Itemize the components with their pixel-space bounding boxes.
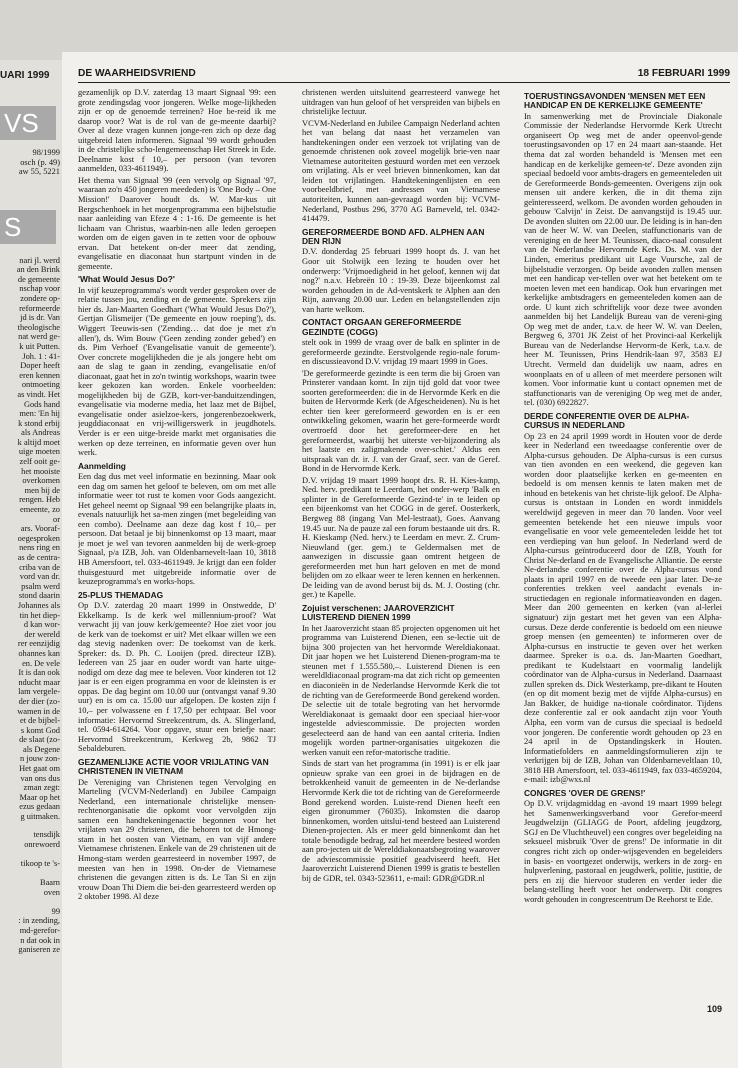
previous-page-text-3: tensdijk onrewoerd tikoop te 's- Baarn oven 99 : in zending, md-gerefor- n dat ook in ganiseren ze <box>18 830 60 955</box>
section-heading: TOERUSTINGSAVONDEN 'MENSEN MET EEN HANDICAP EN DE KERKELIJKE GEMEENTE' <box>524 91 706 111</box>
article-column-3 <box>524 88 722 1028</box>
publication-title: DE WAARHEIDSVRIEND <box>78 68 196 79</box>
section-heading: CONTACT ORGAAN GEREFORMEERDE GEZINDTE (COGG) <box>302 317 462 337</box>
section-heading: GEZAMENLIJKE ACTIE VOOR VRIJLATING VAN CHRISTENEN IN VIETNAM <box>78 756 269 777</box>
article-paragraph: Het thema van Signaal '99 (een vervolg op Signaal '97, waaraan zo'n 450 jongeren meededen) is 'One Body – One Mission!' Daarover houdt ds. W. Mar-kus uit Bergschenhoek in het morgenprogramma een bijbelstudie naar aanleiding van Efeze 4 : 1-16. De gemeente is het lichaam van Christus, waarbin-nen alle leden geroepen worden om de eigen gaven in te zetten voor de opbouw ervan. Dat betekent on-der meer dat zending, evangelisatie en diaconaat hun startpunt vinden in de gemeente. <box>78 174 276 271</box>
article-paragraph: Sinds de start van het programma (in 1991) is er elk jaar opnieuw sprake van een groei in de bijdragen en de betrokkenheid vanuit de gemeenten in de Ne-derlandse Hervormde Kerk die tot de richting van de Gereformeerde Bond gerekend worden. Luiste-rend Dienen heeft een eigen gironummer (76035). Inkomsten die daarop binnenkomen, worden uitslui-tend besteed aan Luisterend Dienen-projecten. Als er meer geld binnenkomt dan het totale benodigde bedrag, zal het meerdere besteed worden aan pro-jecten uit de Werelddiakonaatsbegroting waarover de adviescommissie positief geadviseerd heeft. Het Jaaroverzicht Luisterend Dienen 1999 is gratis te bestellen bij de GDR, tel. 0343-523611, e-mail: GDR@GDR.nl <box>302 758 500 883</box>
article-column-2 <box>302 88 500 1028</box>
page-number: 109 <box>706 1004 722 1014</box>
section-heading: CONGRES 'OVER DE GRENS!' <box>524 787 646 798</box>
article-paragraph: Op 23 en 24 april 1999 wordt in Houten voor de derde keer in Nederland een tweedaagse conferentie over de Alpha-cursus gehouden. De Alpha-cursus is een cursus van tien avonden en een weekend, die gegeven kan worden door plaatselijke kerken en ge-meenten en bedoeld is om mensen kennis te laten maken met de inhoud en betekenis van het christe-lijk geloof. De Alpha-cursus is ontstaan in Londen en wordt inmiddels wereldwijd gegeven in meer dan 70 landen. Voor veel gemeenten betekende het een nieuwe impuls voor evangelisatie en voor vele gemeenteleden leidde het tot een verdieping van hun geloof. In Nederland werd de Alpha-cursus geïntroduceerd door de IZB, Youth for Christ Ne-derland en de Evangelische Alliantie. De eerste Ne-derlandse conferentie over de Alpha-cursus vond plaats in april 1997 en de tweede een jaar later. De-ze conferenties trekken veel aandacht evenals in-structiedagen en regionale informatieavonden en dagen. Meer dan 200 gemeenten en kerken (van al-lerlei signatuur) zijn gestart met het geven van een Alpha-cursus. Deze derde conferentie is bedoeld om een nieuwe groep mensen (en gemeenten) te informeren over de Alpha-cursus en instructie te geven over het werken daarmee. Spreker is o.a. ds. Jan-Maarten Goedhart, predikant te Kudelstaart en voormalig landelijk coördinator van de Alpha-cursus in Nederland. Daarnaast zullen spreken ds. Dick Westerkamp, pre-dikant te Houten (en op dit moment bezig met de vijfde Alpha-cursus) en Jan Bakker, de huidige na-tionale coördinator. Tijdens deze conferentie zal er ook aandacht zijn voor Youth Alpha, een vorm van de cursus die speciaal is bedoeld voor jongeren. De conferentie wordt gehouden op 23 en 24 april in de Opstandingskerk in Houten. Informatiefolders en aanmeldingsformulieren zijn te verkrijgen bij de IZB, Johan van Oldenbarneveltlaan 10, 3818 HB Amersfoort, tel. 033-4611949, fax 033-4659204, e-mail: izb@wxs.nl <box>524 430 722 785</box>
article-paragraph: D.V. vrijdag 19 maart 1999 hoopt drs. R. H. Kies-kamp, Ned. herv. predikant te Leerdam, het onder-werp 'Balk en splinter in de Gereformeerde Gezind-te' in te leiden op een bijeenkomst van het COGG in de geref. Oosterkerk, Bergweg 88 (ingang Van Mel-lestraat), Goes. Aanvang 19.45 uur. Na de pauze zal een forum bestaande uit drs. R. H. Kieskamp (Ned. herv.) te Leerdam en mevr. Z. Crum-Nieuwland (ger. gem.) te Geldermalsen met de aanwezigen in discussie gaan omtrent hetgeen de gereformeerden met hun hart geloven en met de mond belijden om zo elkaar weer te leren kennen en herkennen. De leiding van de avond berust bij ds. M. J. Oosting (chr. ger.) te Kapelle. <box>302 474 500 600</box>
previous-page-text-2: nari jl. werd an den Brink de gemeente nschap voor zondere op- reformeerde jd is dr. Van theologische nat werd ge- k uit Putten. Joh. 1 : 41- Doper heeft eren kennen ontmoeting as vindt. Het Gods hand men: 'En hij k stond erbij als Andreas k altijd moet uige moeten zelf ooit ge- het mooiste overkomen men bij de rengen. Heb emeente, zo or ars. Vooraf- oegesproken nens ring en as de centra- criba van de vord van dr. psalm werd stond daarin Johannes als tin het diep- d kan wor- der wereld rer eenzijdig ohannes kan en. De vele It is dan ook nducht maar lam vergele- der dier (zo- wamen in de et de bijbel- s komt God de slaat (zo- als Degene n jouw zon- Het gaat om van ons dus zman zegt: Maar op het ezus gedaan g uitmaken. <box>16 255 60 822</box>
article-paragraph: D.V. donderdag 25 februari 1999 hoopt ds. J. van het Goor uit Stolwijk een lezing te houden over het onderwerp: 'Vrijmoedigheid in het geloof, kennen wij dat nog?' n.a.v. Hebreën 10 : 19-39. Deze bijeenkomst zal worden gehouden in de Ad-ventskerk te Alphen aan den Rijn, aanvang 20.00 uur. Leden en belangstellenden zijn van harte welkom. <box>302 246 500 314</box>
newspaper-page <box>62 52 738 1068</box>
article-paragraph: In vijf keuzeprogramma's wordt verder gesproken over de relatie tussen jou, zending en de gemeente. Sprekers zijn hier ds. Jan-Maarten Goedhart ('What Would Jesus Do?'), Gertjan Glismeijer ('De gemeente en jouw roeping'), ds. Wiggert Teeuwis-sen ('Zending… dat doe je met z'n allen'), ds. Wim Bouw ('Geen zending zonder gebed') en ds. Pim Verhoef ('Evangelisatie vanuit de gemeente'). Over concrete mogelijkheden die je als jongere hebt om aan de slag te gaan in zending, evangelisatie en/of diaconaat, gaat het in zo'n twintig workshops, waarin twee keer gekozen kan worden. Enkele voorbeelden: mogelijkheden bij de GZB, kort-ver-banduitzendingen, evangelisatie via moderne media, het laaz met de Bijbel, evangelisatie onder asielzoe-kers, jongerenbezoekwerk, jeugddiaconaat en vrij-willigerswerk in jeugdhotels. Verder is er een uitge-breide markt met organisaties die werken op deze terreinen, en informatie geven over hun werk. <box>78 284 276 458</box>
article-paragraph: Op D.V. zaterdag 20 maart 1999 in Onstwedde, D' Ekkelkamp. Is de kerk wel millennium-proof? Wat verwacht jij van jouw kerk/gemeente? Hoe ziet voor jou de kerk van de toekomst er uit? Met elkaar willen we een dag stevig nadenken over: De toekomst van de kerk. Spreker: ds. D. Ph. C. Looijen (pred. directeur IZB). Iedereen van 25 jaar en ouder wordt van harte uitge-nodigd om deze dag mee te beleven. Voor kinderen tot 12 jaar is er een eigen programma en voor de kleinsten is er oppas. De dag begint om 10.00 uur (ontvangst vanaf 9.30 uur) en is om ca. 15.00 uur afgelopen. De kosten zijn f 10,– per volwassene en f 17,50 per echtpaar. Bel voor informatie: Hervormd Streekcentrum, ds. A. Slingerland, tel. 0594-614264. Voor opgave, stuur een briefje naar: Hervormd Streekcentrum, Kerkweg 2b, 9862 TJ Sebaldeburen. <box>78 600 276 754</box>
article-paragraph: 'De gereformeerde gezindte is een term die bij Groen van Prinsterer vandaan komt. In zijn tijd gold dat voor twee soorten gereformeerden: die in de Hervormde Kerk en die buiten de Hervormde Kerk (de Afgescheidenen). Nu is het echter tien keer gereformeerd geworden en is er een ontwikkeling gekomen, waarin het gere-formeerde wordt overtroefd door het gereformeer-dere en het gereformeerdst, waarbij het uiterste ver-bijzondering als het laatste en zaligmakende over-schiet.' Aldus een uitspraak van dr. ir. J. van der Graaf, secr. van de Geref. Bond in de Hervormde Kerk. <box>302 367 500 474</box>
previous-page-box-2: S <box>0 210 56 244</box>
section-heading: DERDE CONFERENTIE OVER DE ALPHA-CURSUS IN NEDERLAND <box>524 410 690 431</box>
article-paragraph: Op D.V. vrijdagmiddag en -avond 19 maart 1999 belegt het Samenwerkingsverband voor Gerefor-meerd Jeugdwelzijn (GLIAGG de Poort, afdeling jeugdzorg, SGJ en De Vluchtheuvel) een congres over begeleiding na seksueel misbruik 'Over de grens!' De informatie in dit congres richt zich op onder-wijsgevenden en begeleiders in basis- en voortgezet onderwijs, werkers in de zorg- en hulpverlening, pastoraal en jeugdwerk, politie, justitie, de pers en zij die hiervoor studeren en verder ieder die belang-stelling heeft voor het onderwerp. Dit congres wordt gehouden in congrescentrum De Reehorst te Ede. <box>524 798 722 904</box>
article-paragraph: VCVM-Nederland en Jubilee Campaign Nederland achten het van belang dat naast het verzamelen van handtekeningen onder een verzoek tot vrijlating van de genoemde christenen ook zoveel mogelijk brie-ven naar Vietnamese autoriteiten gestuurd worden met een verzoek om vrijlating. Als er veel brieven binnenkomen, kan dat leiden tot vrijlatingen. Handtekeningenlijsten en een voorbeeldbrief, met andressen van Vietnamese autoriteiten, kunnen aan-gevraagd worden bij: VCVM-Nederland, Postbus 296, 3770 AG Barneveld, tel. 0342-414479. <box>302 117 500 224</box>
section-heading: GEREFORMEERDE BOND AFD. ALPHEN AAN DEN RIJN <box>302 226 485 247</box>
article-paragraph: In samenwerking met de Provinciale Diakonale Commissie der Nederlandse Hervormde Kerk Utrecht organiseert Op weg met de ander opeenvol-gende toerustingsavonden op 17 en 24 maart aan-staande. Het thema dat zal worden behandeld is 'Mensen met een handicap en de kerkelijke gemeen-te'. Deze avonden zijn speciaal bedoeld voor ambts-dragers en gemeenteleden uit de Gereformeerde Bonds-gemeenten. Overigens zijn ook mensen uit andere kerken, die in dit thema zijn geïnteresseerd, welkom. De avonden worden gehouden in gebouw 'Calvijn' in Zeist. De aanvangstijd is 19.45 uur. De avonden sluiten om 22.00 uur. De leiding is in han-den van de heer W. W. van Deelen, staffunctionaris van de vereniging en de heer M. Teunissen, diaco-naal consulent van de Nederlandse Hervormde Kerk. Ds. M. van der Linden, emeritus predikant uit Lage Vuursche, zal de bijbelstudie verzorgen. Op beide avonden zullen mensen met een handicap ver-tellen over wat het betekent om te moeten leven met een handicap. Ook hun ervaringen met kerkelijke ambtsdragers en gemeenteleden komen aan de orde. U kunt zich schriftelijk voor deze twee avonden aanmelden bij het Landelijk Bureau van de vereni-ging Op weg met de ander, t.a.v. de heer W. W. van Deelen, Bergweg 6, 3701 JK Zeist of het Provinci-aal Kerkelijk Bureau van de Nederlandse Hervorm-de Kerk, t.a.v. de heer M. Teunissen, Prins Hendrik-laan 97, 3583 EJ Utrecht. Vermeld dan duidelijk uw naam, adres en woonplaats en of u alleen of met meerdere personen wilt komen. Voor informatie kunt u contact opnemen met de staffunctionaris van de vereniging Op weg met de ander, tel. (030) 6922827. <box>524 110 722 408</box>
section-heading: Zojuist verschenen: JAAROVERZICHT LUISTEREND DIENEN 1999 <box>302 602 455 623</box>
article-column-1 <box>78 88 276 1028</box>
previous-page-text-1: 98/1999 osch (p. 49) aw 55, 5221 <box>18 148 60 177</box>
article-paragraph: stelt ook in 1999 de vraag over de balk en splinter in de gereformeerde gezindte. Eerstvolgende regio-nale forum- en discussieavond D.V. vrijdag 19 maart 1999 in Goes. <box>302 337 500 367</box>
previous-page-box-1: VS <box>0 106 56 140</box>
article-paragraph: gezamenlijk op D.V. zaterdag 13 maart Signaal '99: een grote zendingsdag voor jongeren. Welke moge-lijkheden zijn er op de genoemde terreinen? Hoe be-reid ik me daarop voor? Wat is de rol van de ge-meente daarbij? Over al deze vragen kunnen jonge-ren zich op deze dag uitgebreid laten informeren. Signaal '99 wordt gehouden in de christelijke scho-lengemeenschap Het Streek in Ede. Deelname kost f 10,– per persoon (van tevoren aanmelden, 033-4611949). <box>78 88 276 174</box>
page-header <box>78 68 730 83</box>
previous-page-edge <box>0 60 62 1068</box>
issue-date: 18 FEBRUARI 1999 <box>637 68 730 79</box>
section-heading: Aanmelding <box>78 460 126 471</box>
section-heading: 25-PLUS THEMADAG <box>78 589 164 600</box>
article-paragraph: De Vereniging van Christenen tegen Vervolging en Marteling (VCVM-Nederland) en Jubilee Campaign Nederland, een internationale christelijke mensen-rechtenorganisatie die opkomt voor vervolgden zijn samen een handtekeningenactie begonnen voor het vrijlaten van 29 christenen, die behoren tot de Hmong-stam in het oosten van Vietnam, en van vijf andere Vietnamese christenen. Enkele van de 29 christenen uit de Hmong-stam werden gearresteerd in november 1997, de meesten van hen in 1998. On-der de Vietnamese christenen die gevangen zitten is ds. Le Tan Si en zijn vrouw Doan Thi Diem die bei-den gearresteerd werden op 2 oktober 1998. Al deze <box>78 776 276 902</box>
article-paragraph: In het Jaaroverzicht staan 85 projecten opgenomen uit het programma van Luisterend Dienen, een se-lectie uit de bijna 300 projecten van het hervormde Wereldiakonaat. Dit jaar hopen we het Luisterend Dienen-program-ma te steunen met f 1.555.580,–. Luisterend Dienen is een wereldldiaconaal program-ma dat zich richt op gemeenten en diaconieën in de Nederlandse Hervormde Kerk die tot de richting van de Gereformeerde Bond gerekend worden. De selectie uit de totale begroting van het hervormde Wereldiakonaat is gemaakt door een speciaal hier-voor ingestelde adviescommissie. De projecten worden geselecteerd aan de hand van een aantal criteria. Indien mogelijk worden partner-organisaties uitgekozen die werken vanuit een refor-matorische traditie. <box>302 622 500 757</box>
section-heading: 'What Would Jesus Do?' <box>78 274 175 285</box>
article-paragraph: Een dag dus met veel informatie en bezinning. Maar ook een dag om samen het geloof te beleven, om om met alle informatie weer tot rust te komen voor Gods aangezicht. Het geheel neemt op Signaal '99 een belangrijke plaats in, evenals natuurlijk het sa-men zingen (met begeleiding van een combo). Deelname aan deze dag kost f 10,– per persoon. Dat betaal je bij binnenkomst op 13 maart, maar je moet je wel van tevoren aanmelden bij de werk-groep Signaal, p/a IZB, Joh. van Oldenbarnevelt-laan 10, 3818 HB Amersfoort, tel. 033-4611949. Je krijgt dan een folder thuisgestuurd met uitgebreide informatie over de keuzeprogramma's en works-hops. <box>78 471 276 587</box>
previous-page-header: UARI 1999 <box>0 70 50 81</box>
article-paragraph: christenen werden uitsluitend gearresteerd vanwege het uitdragen van hun geloof of het verspreiden van bijbels en christelijke lectuur. <box>302 88 500 117</box>
